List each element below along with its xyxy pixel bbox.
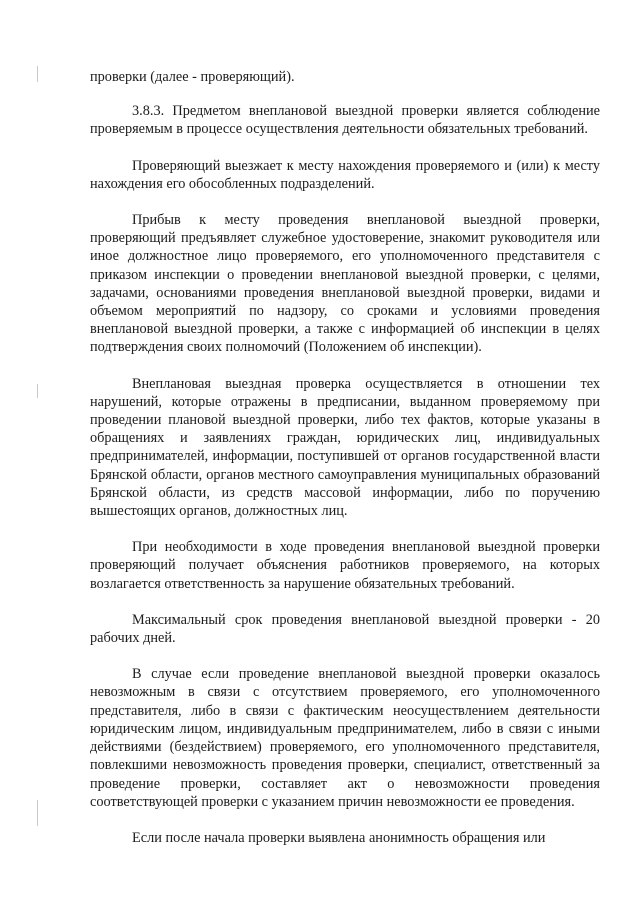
paragraph-impossibility: В случае если проведение внеплановой выездной проверки оказалось невозможным в связи с отсутствием проверяемого, его уполномоченного представителя, либо в связи с фактическим неосуществлением деятельности юридическим лицом, индивидуальным предпринимателем, либо в связи с иными действиями (бездействием) проверяемого, его уполномоченного представителя, повлекшими невозможность проведения проверки, специалист, ответственный за проведение проверки, составляет акт о невозможности проведения соответствующей проверки с указанием причин невозможности ее проведения. bbox=[90, 666, 600, 810]
paragraph-arrival: Прибыв к месту проведения внеплановой выездной проверки, проверяющий предъявляет служебное удостоверение, знакомит руководителя или иное должностное лицо проверяемого, его уполномоченного представителя с приказом инспекции о проведении внеплановой выездной проверки, с целями, задачами, основаниями проведения внеплановой выездной проверки, видами и объемом мероприятий по надзору, со сроками и условиями проведения внеплановой выездной проверки, а также с информацией об инспекции в целях подтверждения своих полномочий (Положением об инспекции). bbox=[90, 212, 600, 356]
paragraph-max-duration: Максимальный срок проведения внеплановой выездной проверки - 20 рабочих дней. bbox=[90, 611, 600, 647]
paragraph-3-8-3: 3.8.3. Предметом внеплановой выездной проверки является соблюдение проверяемым в процессе осуществления деятельности обязательных требований. bbox=[90, 103, 600, 138]
document-body bbox=[90, 68, 600, 847]
paragraph-anonymity: Если после начала проверки выявлена анонимность обращения или bbox=[132, 829, 546, 846]
paragraph-continuation: проверки (далее - проверяющий). bbox=[90, 69, 295, 85]
margin-mark bbox=[37, 384, 38, 398]
margin-mark bbox=[37, 66, 38, 82]
margin-mark bbox=[37, 800, 38, 826]
paragraph-scope: Внеплановая выездная проверка осуществляется в отношении тех нарушений, которые отражены в предписании, выданном проверяемому при проведении плановой выездной проверки, либо тех фактов, которые указаны в обращениях и заявлениях граждан, юридических лиц, индивидуальных предпринимателей, информации, поступившей от органов государственной власти Брянской области, органов местного самоуправления муниципальных образований Брянской области, из средств массовой информации, либо по поручению вышестоящих органов, должностных лиц. bbox=[90, 375, 600, 520]
paragraph-inspector-travel: Проверяющий выезжает к месту нахождения проверяемого и (или) к месту нахождения его обособленных подразделений. bbox=[90, 157, 600, 192]
paragraph-explanations: При необходимости в ходе проведения внеплановой выездной проверки проверяющий получает объяснения работников проверяемого, на которых возлагается ответственность за нарушение обязательных требований. bbox=[90, 539, 600, 592]
